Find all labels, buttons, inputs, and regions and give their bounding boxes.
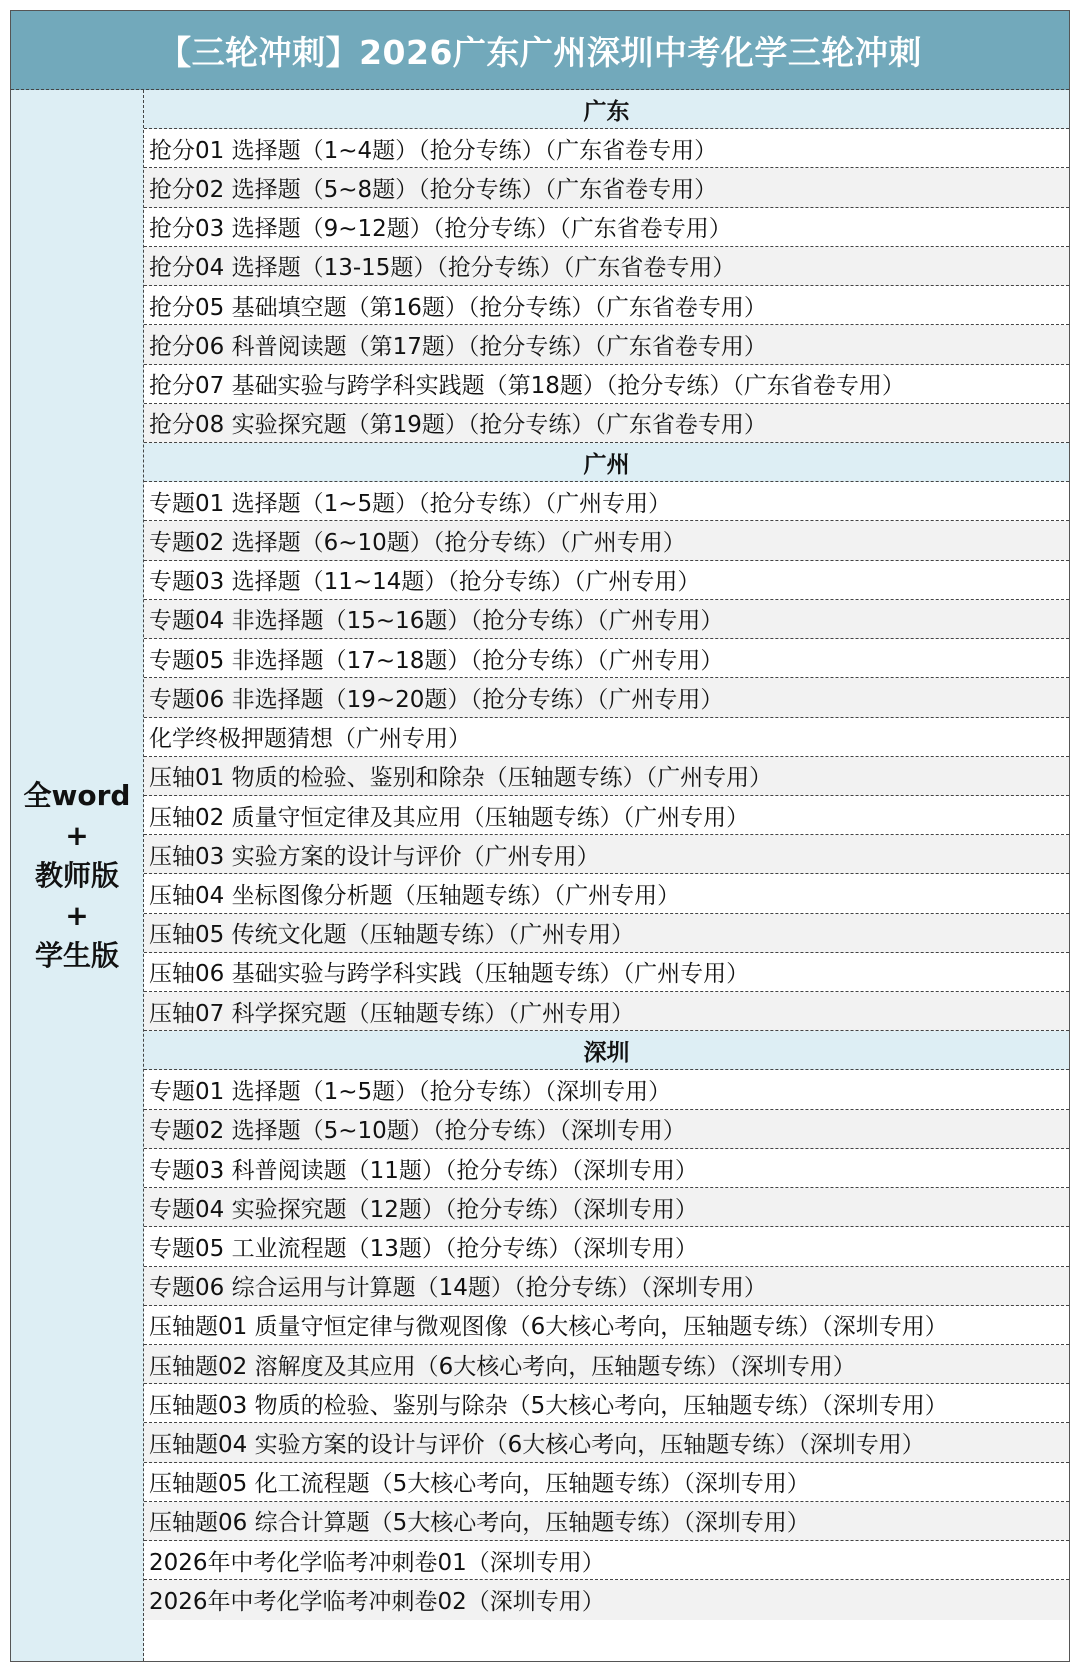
- list-item: 2026年中考化学临考冲刺卷01（深圳专用）: [144, 1541, 1069, 1580]
- title-bar: [11, 11, 1069, 90]
- list-item: 压轴06 基础实验与跨学科实践（压轴题专练）（广州专用）: [144, 953, 1069, 992]
- list-item: 专题01 选择题（1~5题）（抢分专练）（深圳专用）: [144, 1070, 1069, 1109]
- list-item: 专题01 选择题（1~5题）（抢分专练）（广州专用）: [144, 482, 1069, 521]
- list-item: 压轴05 传统文化题（压轴题专练）（广州专用）: [144, 914, 1069, 953]
- list-item: 专题06 综合运用与计算题（14题）（抢分专练）（深圳专用）: [144, 1267, 1069, 1306]
- list-item: 专题04 实验探究题（12题）（抢分专练）（深圳专用）: [144, 1188, 1069, 1227]
- list-item: 专题02 选择题（6~10题）（抢分专练）（广州专用）: [144, 521, 1069, 560]
- catalog-table: [10, 10, 1070, 1662]
- format-label-line: +: [65, 898, 89, 932]
- list-item: 抢分05 基础填空题（第16题）（抢分专练）（广东省卷专用）: [144, 286, 1069, 325]
- list-item: 抢分08 实验探究题（第19题）（抢分专练）（广东省卷专用）: [144, 404, 1069, 443]
- format-label-line: 全word: [23, 778, 131, 812]
- list-item: 压轴题02 溶解度及其应用（6大核心考向，压轴题专练）（深圳专用）: [144, 1345, 1069, 1384]
- list-item: 压轴题01 质量守恒定律与微观图像（6大核心考向，压轴题专练）（深圳专用）: [144, 1306, 1069, 1345]
- list-item: 压轴03 实验方案的设计与评价（广州专用）: [144, 835, 1069, 874]
- section-heading: 广州: [144, 443, 1069, 482]
- list-item: 专题05 非选择题（17~18题）（抢分专练）（广州专用）: [144, 639, 1069, 678]
- format-label-line: 教师版: [34, 858, 119, 892]
- list-item: 抢分04 选择题（13-15题）（抢分专练）（广东省卷专用）: [144, 247, 1069, 286]
- section-heading: 广东: [144, 90, 1069, 129]
- list-item: 压轴04 坐标图像分析题（压轴题专练）（广州专用）: [144, 874, 1069, 913]
- list-item: 抢分07 基础实验与跨学科实践题（第18题）（抢分专练）（广东省卷专用）: [144, 365, 1069, 404]
- list-item: 抢分01 选择题（1~4题）（抢分专练）（广东省卷专用）: [144, 129, 1069, 168]
- list-item: 压轴题04 实验方案的设计与评价（6大核心考向，压轴题专练）（深圳专用）: [144, 1423, 1069, 1462]
- list-item: 压轴01 物质的检验、鉴别和除杂（压轴题专练）（广州专用）: [144, 757, 1069, 796]
- list-item: 抢分02 选择题（5~8题）（抢分专练）（广东省卷专用）: [144, 168, 1069, 207]
- list-item: 专题03 选择题（11~14题）（抢分专练）（广州专用）: [144, 561, 1069, 600]
- section-heading: 深圳: [144, 1031, 1069, 1070]
- list-item: 压轴题05 化工流程题（5大核心考向，压轴题专练）（深圳专用）: [144, 1463, 1069, 1502]
- list-item: 专题05 工业流程题（13题）（抢分专练）（深圳专用）: [144, 1227, 1069, 1266]
- item-list: [144, 90, 1069, 1620]
- list-item: 抢分06 科普阅读题（第17题）（抢分专练）（广东省卷专用）: [144, 325, 1069, 364]
- format-label-line: 学生版: [34, 938, 119, 972]
- list-item: 压轴题06 综合计算题（5大核心考向，压轴题专练）（深圳专用）: [144, 1502, 1069, 1541]
- list-item: 压轴07 科学探究题（压轴题专练）（广州专用）: [144, 992, 1069, 1031]
- format-label-column: [11, 90, 144, 1661]
- list-item: 专题04 非选择题（15~16题）（抢分专练）（广州专用）: [144, 600, 1069, 639]
- list-item: 2026年中考化学临考冲刺卷02（深圳专用）: [144, 1580, 1069, 1619]
- list-item: 专题03 科普阅读题（11题）（抢分专练）（深圳专用）: [144, 1149, 1069, 1188]
- format-label-line: +: [65, 818, 89, 852]
- list-item: 压轴题03 物质的检验、鉴别与除杂（5大核心考向，压轴题专练）（深圳专用）: [144, 1384, 1069, 1423]
- list-item: 压轴02 质量守恒定律及其应用（压轴题专练）（广州专用）: [144, 796, 1069, 835]
- list-item: 专题06 非选择题（19~20题）（抢分专练）（广州专用）: [144, 678, 1069, 717]
- list-item: 化学终极押题猜想（广州专用）: [144, 718, 1069, 757]
- list-item: 抢分03 选择题（9~12题）（抢分专练）（广东省卷专用）: [144, 208, 1069, 247]
- page-title: 【三轮冲刺】2026广东广州深圳中考化学三轮冲刺: [158, 32, 922, 72]
- list-item: 专题02 选择题（5~10题）（抢分专练）（深圳专用）: [144, 1110, 1069, 1149]
